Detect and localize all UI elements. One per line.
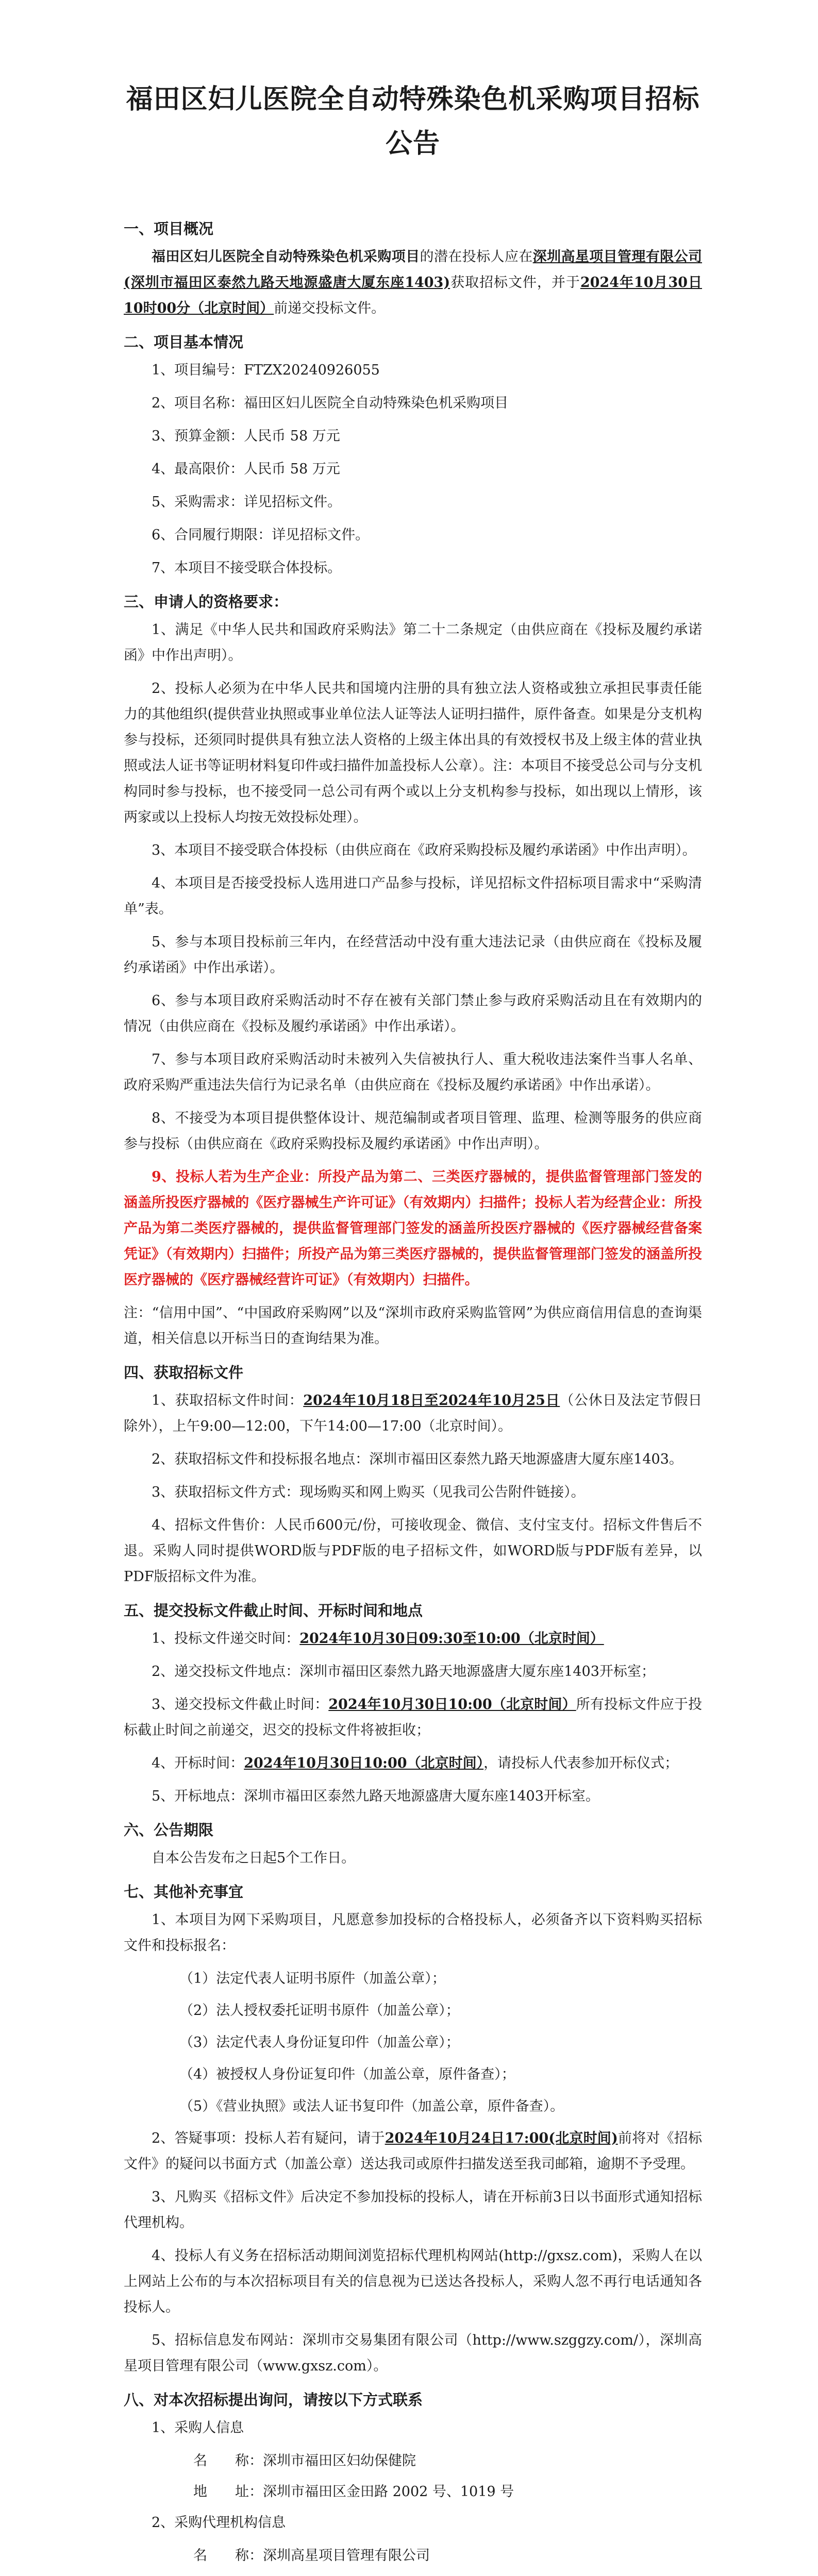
basic-info-item: 2、项目名称：福田区妇儿医院全自动特殊染色机采购项目 — [152, 395, 509, 411]
page-title: 福田区妇儿医院全自动特殊染色机采购项目招标公告 — [126, 84, 700, 159]
obtain-time-detail: （公休日及法定节假日除外），上午9:00—12:00，下午14:00—17:00（北京时间）。 — [124, 1393, 703, 1434]
section-heading-other: 七、其他补充事宜 — [124, 1883, 244, 1901]
credit-note: 注：“信用中国”、“中国政府采购网”以及“深圳市政府采购监管网”为供应商信用信息的查询渠道，相关信息以开标当日的查询结果为准。 — [124, 1305, 702, 1347]
basic-info-item: 6、合同履行期限：详见招标文件。 — [152, 527, 370, 543]
field-label: 名 称： — [193, 2548, 263, 2564]
section-heading-overview: 一、项目概况 — [124, 220, 214, 238]
other-item: 5、招标信息发布网站：深圳市交易集团有限公司（http://www.szggzy.com/），深圳高星项目管理有限公司（www.gxsz.com）。 — [124, 2332, 702, 2374]
section-heading-basic-info: 二、项目基本情况 — [124, 333, 244, 351]
qualification-item: 4、本项目是否接受投标人选用进口产品参与投标，详见招标文件招标项目需求中“采购清单”表。 — [124, 875, 702, 917]
overview-text: 获取招标文件，并于 — [450, 275, 580, 291]
obtain-location: 2、获取招标文件和投标报名地点：深圳市福田区泰然九路天地源盛唐大厦东座1403。 — [152, 1451, 683, 1467]
basic-info-item: 1、项目编号：FTZX20240926055 — [152, 362, 380, 378]
submission-deadline-detail: 所有投标文件应于投标截止时间之前递交，迟交的投标文件将被拒收； — [124, 1697, 703, 1738]
qualification-item: 1、满足《中华人民共和国政府采购法》第二十二条规定（由供应商在《投标及履约承诺函》中作出声明）。 — [124, 622, 702, 664]
submission-location: 2、递交投标文件地点：深圳市福田区泰然九路天地源盛唐大厦东座1403开标室； — [152, 1664, 655, 1680]
basic-info-item: 3、预算金额：人民币 58 万元 — [152, 428, 340, 444]
field-value: 深圳市福田区妇幼保健院 — [263, 2453, 416, 2469]
qualification-item-medical-device: 9、投标人若为生产企业：所投产品为第二、三类医疗器械的，提供监督管理部门签发的涵盖所投医疗器械的《医疗器械生产许可证》（有效期内）扫描件；投标人若为经营企业：所投产品为第二类医疗器械的，提供监督管理部门签发的涵盖所投医疗器械的《医疗器械经营备案凭证》（有效期内）扫描件；所投产品为第三类医疗器械的，提供监督管理部门签发的涵盖所投医疗器械的《医疗器械经营许可证》（有效期内）扫描件。 — [124, 1169, 702, 1288]
agency-address-emphasis: 深圳高星项目管理有限公司(深圳市福田区泰然九路天地源盛唐大厦东座1403) — [124, 249, 703, 291]
opening-time — [124, 1751, 702, 1776]
qualification-item: 2、投标人必须为在中华人民共和国境内注册的具有独立法人资格或独立承担民事责任能力的其他组织(提供营业执照或事业单位法人证等法人证明扫描件，原件备查。如果是分支机构参与投标，还须同时提供具有独立法人资格的上级主体出具的有效授权书及上级主体的营业执照或法人证书等证明材料复印件或扫描件加盖投标人公章）。注：本项目不接受总公司与分支机构同时参与投标，也不接受同一总公司有两个或以上分支机构参与投标，如出现以上情形，该两家或以上投标人均按无效投标处理）。 — [124, 681, 702, 825]
qa-detail: 前将对《招标文件》的疑问以书面方式（加盖公章）送达我司或原件扫描发送至我司邮箱，逾期不予受理。 — [124, 2130, 702, 2172]
basic-info-item: 7、本项目不接受联合体投标。 — [152, 560, 342, 576]
obtain-method: 3、获取招标文件方式：现场购买和网上购买（见我司公告附件链接）。 — [152, 1484, 585, 1500]
deadline-emphasis: 2024年10月30日10时00分（北京时间） — [124, 275, 702, 316]
section-heading-submission: 五、提交投标文件截止时间、开标时间和地点 — [124, 1602, 423, 1619]
submission-deadline — [124, 1692, 702, 1743]
submission-deadline-value: 2024年10月30日10:00（北京时间） — [328, 1697, 576, 1713]
field-label: 名 称： — [193, 2453, 263, 2469]
opening-time-detail: ，请投标人代表参加开标仪式； — [483, 1755, 679, 1771]
overview-text: 的潜在投标人应在 — [420, 249, 533, 265]
docs-price: 4、招标文件售价：人民币600元/份，可接收现金、微信、支付宝支付。招标文件售后不退。采购人同时提供WORD版与PDF版的电子招标文件，如WORD版与PDF版有差异，以PDF版招标文件为准。 — [124, 1517, 702, 1585]
obtain-time — [124, 1388, 702, 1439]
obtain-time-range: 2024年10月18日至2024年10月25日 — [303, 1393, 560, 1409]
required-material: （2）法人授权委托证明书原件（加盖公章）； — [179, 2003, 460, 2019]
opening-location: 5、开标地点：深圳市福田区泰然九路天地源盛唐大厦东座1403开标室。 — [152, 1788, 599, 1804]
field-label: 地 址： — [193, 2484, 263, 2500]
other-item: 4、投标人有义务在招标活动期间浏览招标代理机构网站(http://gxsz.com)，采购人在以上网站上公布的与本次招标项目有关的信息视为已送达各投标人，采购人忽不再行电话通知各投标人。 — [124, 2248, 702, 2315]
contact-group-purchaser: 1、采购人信息 — [152, 2420, 244, 2436]
submission-time-label: 1、投标文件递交时间： — [152, 1631, 300, 1647]
required-material: （4）被授权人身份证复印件（加盖公章，原件备查）； — [179, 2066, 515, 2082]
section-heading-period: 六、公告期限 — [124, 1821, 214, 1839]
qualification-item: 3、本项目不接受联合体投标（由供应商在《政府采购投标及履约承诺函》中作出声明）。 — [152, 842, 696, 858]
purchaser-address — [124, 2479, 702, 2505]
overview-paragraph — [124, 244, 702, 321]
other-item: 3、凡购买《招标文件》后决定不参加投标的投标人，请在开标前3日以书面形式通知招标代理机构。 — [124, 2189, 702, 2231]
overview-text: 前递交投标文件。 — [274, 300, 386, 316]
announcement-period: 自本公告发布之日起5个工作日。 — [152, 1850, 356, 1866]
submission-time-value: 2024年10月30日09:30至10:00（北京时间） — [299, 1631, 604, 1647]
obtain-time-label: 1、获取招标文件时间： — [152, 1393, 304, 1409]
qualification-item: 6、参与本项目政府采购活动时不存在被有关部门禁止参与政府采购活动且在有效期内的情况（由供应商在《投标及履约承诺函》中作出承诺）。 — [124, 993, 702, 1035]
purchaser-name — [124, 2448, 702, 2474]
section-heading-contact: 八、对本次招标提出询问，请按以下方式联系 — [124, 2391, 423, 2409]
qualification-item: 5、参与本项目投标前三年内，在经营活动中没有重大违法记录（由供应商在《投标及履约承诺函》中作出承诺）。 — [124, 934, 702, 976]
basic-info-item: 4、最高限价：人民币 58 万元 — [152, 461, 340, 477]
other-item: 1、本项目为网下采购项目，凡愿意参加投标的合格投标人，必须备齐以下资料购买招标文件和投标报名： — [124, 1912, 702, 1954]
qualification-item: 7、参与本项目政府采购活动时未被列入失信被执行人、重大税收违法案件当事人名单、政府采购严重违法失信行为记录名单（由供应商在《投标及履约承诺函》中作出承诺）。 — [124, 1052, 702, 1093]
qualification-item: 8、不接受为本项目提供整体设计、规范编制或者项目管理、监理、检测等服务的供应商参与投标（由供应商在《政府采购投标及履约承诺函》中作出声明）。 — [124, 1110, 702, 1152]
qa-item — [124, 2126, 702, 2177]
field-value: 深圳高星项目管理有限公司 — [263, 2548, 430, 2564]
opening-time-value: 2024年10月30日10:00（北京时间） — [244, 1755, 484, 1771]
required-material: （3）法定代表人身份证复印件（加盖公章）； — [179, 2035, 460, 2050]
qa-deadline: 2024年10月24日17:00(北京时间) — [385, 2130, 618, 2146]
required-material: （5）《营业执照》或法人证书复印件（加盖公章，原件备查）。 — [179, 2098, 564, 2114]
project-name-emphasis: 福田区妇儿医院全自动特殊染色机采购项目 — [152, 249, 420, 265]
agency-address — [124, 2574, 702, 2576]
submission-deadline-label: 3、递交投标文件截止时间： — [152, 1697, 329, 1713]
section-heading-obtain-docs: 四、获取招标文件 — [124, 1364, 244, 1381]
field-label — [193, 2574, 263, 2576]
section-heading-qualification: 三、申请人的资格要求： — [124, 593, 289, 611]
contact-group-agency: 2、采购代理机构信息 — [152, 2515, 286, 2531]
submission-time — [124, 1626, 702, 1652]
opening-time-label: 4、开标时间： — [152, 1755, 244, 1771]
field-value: 深圳市福田区金田路 2002 号、1019 号 — [263, 2484, 514, 2500]
basic-info-item: 5、采购需求：详见招标文件。 — [152, 494, 342, 510]
qa-label: 2、答疑事项：投标人若有疑问，请于 — [152, 2130, 385, 2146]
agency-name — [124, 2543, 702, 2569]
required-material: （1）法定代表人证明书原件（加盖公章）； — [179, 1971, 446, 1987]
field-value — [263, 2574, 567, 2576]
